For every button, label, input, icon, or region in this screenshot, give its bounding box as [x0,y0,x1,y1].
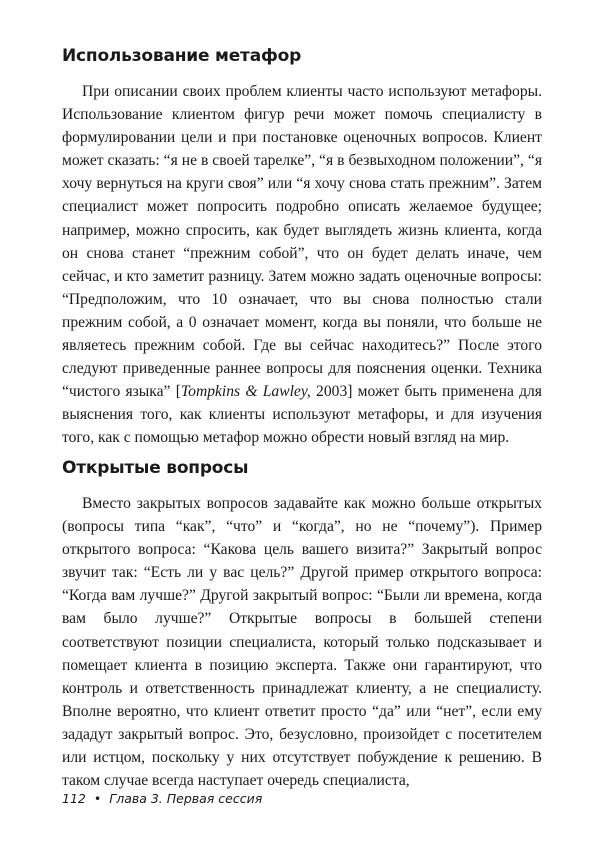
chapter-title: Глава 3. Первая сессия [109,791,263,806]
paragraph-metaphors-text: При описании своих проблем клиенты часто используют метафоры. Использование клиентом фигур речи может помочь специалисту в формулировании цели и при постановке оценочных вопросов. Клиент может сказать: “я не в своей тарелке”, “я в безвыходном положении”, “я хочу вернуться на круги своя” или “я хочу снова стать прежним”. Затем специалист может попросить подробно описать желаемое будущее; например, можно спросить, как будет выглядеть жизнь клиента, когда он снова станет “прежним собой”, что он будет делать иначе, чем сейчас, и кто заметит разницу. Затем можно задать оценочные вопросы: “Предположим, что 10 означает, что вы снова полностью стали прежним собой, а 0 означает момент, когда вы поняли, что больше не являетесь прежним собой. Где вы сейчас находитесь?” После этого следуют приведенные раннее вопросы для пояснения оценки. Техника “чистого языка” [ [62,83,542,401]
paragraph-metaphors-text-end: 2003] может быть применена для выяснения того, как клиенты используют метафоры, и для изучения того, как с помощью метафор можно обрести новый взгляд на мир. [62,383,542,447]
section-heading-metaphors: Использование метафор [62,46,302,66]
section-heading-open-questions: Открытые вопросы [62,458,249,478]
paragraph-open-questions: Вместо закрытых вопросов задавайте как можно больше открытых (вопросы типа “как”, “что” и “когда”, но не “почему”). Пример открытого вопроса: “Какова цель вашего визита?” Закрытый вопрос звучит так: “Есть ли у вас цель?” Другой пример открытого вопроса: “Когда вам лучше?” Другой закрытый вопрос: “Были ли времена, когда вам было лучше?” Открытые вопросы в большей степени соответствуют позиции специалиста, который только подсказывает и помещает клиента в позицию эксперта. Также они гарантируют, что контроль и ответственность принадлежат клиенту, а не специалисту. Вполне вероятно, что клиент ответит просто “да” или “нет”, если ему зададут закрытый вопрос. Это, безусловно, произойдет с посетителем или истцом, поскольку у них отсутствует побуждение к решению. В таком случае всегда наступает очередь специалиста, [62,495,542,790]
paragraph-metaphors [62,80,542,450]
page-number: 112 [62,791,86,806]
bullet-separator: • [93,791,102,806]
page-footer [62,791,262,806]
citation-authors: Tompkins & Lawley, [180,383,311,401]
